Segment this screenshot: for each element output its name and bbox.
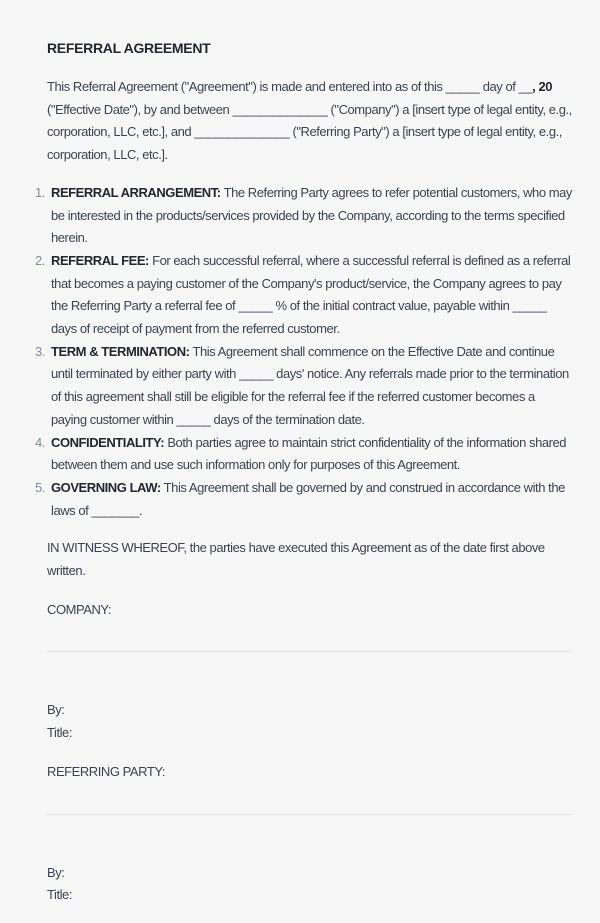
clause-item-referral-fee	[35, 250, 572, 341]
clause-text: This Agreement shall be governed by and construed in accordance with the laws of _______.	[51, 479, 565, 518]
clause-label: REFERRAL ARRANGEMENT:	[51, 184, 221, 200]
intro-text: This Referral Agreement ("Agreement") is made and entered into as of this _____ day of __	[47, 79, 533, 94]
intro-paragraph	[47, 76, 572, 167]
clause-item-governing-law	[35, 477, 572, 522]
referring-party-signature-line	[47, 814, 572, 815]
witness-clause: IN WITNESS WHEREOF, the parties have executed this Agreement as of the date first above written.	[47, 540, 545, 579]
clause-text: Both parties agree to maintain strict confidentiality of the information shared between them and use such information only for purposes of this Agreement.	[51, 434, 567, 473]
clause-label: TERM & TERMINATION:	[51, 343, 190, 359]
clause-body	[51, 341, 572, 432]
clause-item-confidentiality	[35, 432, 572, 477]
clause-item-referral-arrangement	[35, 182, 572, 250]
clause-body	[51, 432, 572, 477]
clause-number: 2.	[35, 252, 45, 268]
clause-text: The Referring Party agrees to refer potential customers, who may be interested in the products/services provided by the Company, according to the terms specified herein.	[51, 184, 572, 246]
company-party-label: COMPANY:	[47, 601, 112, 617]
company-signature-line	[47, 651, 572, 652]
signature-block-referring-party	[47, 761, 572, 907]
referring-party-title-label: Title:	[47, 887, 72, 903]
clause-number: 4.	[35, 434, 45, 450]
company-by-label: By:	[47, 702, 65, 718]
clause-number: 1.	[35, 184, 45, 200]
clause-label: GOVERNING LAW:	[51, 479, 161, 495]
clause-number: 3.	[35, 343, 45, 359]
referring-party-label: REFERRING PARTY:	[47, 763, 166, 779]
signature-block-company	[47, 599, 572, 745]
clause-body	[51, 182, 572, 250]
clause-number: 5.	[35, 479, 45, 495]
clause-text: For each successful referral, where a successful referral is defined as a referral that becomes a paying customer of the Company's product/service, the Company agrees to pay the Referring Party a referral fee of _____ % of the initial contract value, payable within _____ days of receipt of payment from the referred customer.	[51, 252, 571, 337]
clause-list	[35, 182, 572, 523]
clause-item-term-termination	[35, 341, 572, 432]
document-title: REFERRAL AGREEMENT	[47, 40, 211, 56]
clause-label: CONFIDENTIALITY:	[51, 434, 165, 450]
intro-text-continued: ("Effective Date"), by and between ______________ ("Company") a [insert type of legal entity, e.g., corporation, LLC, etc.], and ______________ ("Referring Party") a [insert type of legal entity, e.g., corporation, LLC, etc.].	[47, 101, 572, 163]
intro-bold-text: , 20	[532, 79, 553, 94]
company-title-label: Title:	[47, 725, 72, 741]
clause-body	[51, 250, 572, 341]
clause-label: REFERRAL FEE:	[51, 252, 149, 268]
referring-party-by-label: By:	[47, 864, 65, 880]
clause-body	[51, 477, 572, 522]
clause-text: This Agreement shall commence on the Effective Date and continue until terminated by either party with _____ days' notice. Any referrals made prior to the termination of this agreement shall still be eligible for the referral fee if the referred customer becomes a paying customer within _____ days of the termination date.	[51, 343, 569, 427]
